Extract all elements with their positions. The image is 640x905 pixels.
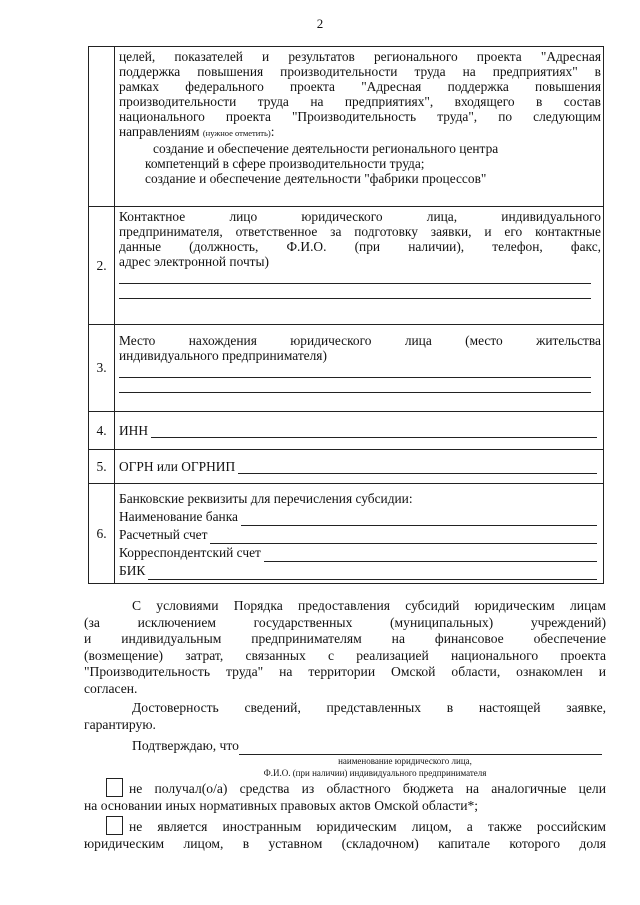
text-line: на основании иных нормативных правовых актов Омской области*;	[84, 797, 479, 813]
ogrn-label: ОГРН или ОГРНИП	[119, 459, 236, 474]
confirm-name-field[interactable]	[239, 741, 602, 755]
text-line: "Производительность труда" на территории Омской области, ознакомлен и	[84, 664, 606, 679]
text-line: индивидуального предпринимателя)	[119, 348, 327, 363]
table-row	[89, 450, 604, 484]
text-line: Достоверность сведений, представленных в настоящей заявке,	[132, 700, 606, 715]
conditions-paragraph	[84, 598, 606, 697]
text-line: и индивидуальным предпринимателям на финансовое обеспечение	[84, 631, 606, 646]
inn-field[interactable]	[151, 424, 597, 438]
text-line: национального проекта "Производительность труда", по следующим	[119, 109, 601, 124]
text-line: согласен.	[84, 680, 138, 696]
text-line: производительности труда на предприятиях", входящего в состав	[119, 94, 601, 109]
row-number: 2.	[89, 207, 115, 325]
text-line: (возмещение) затрат, связанных с реализацией национального проекта	[84, 647, 606, 663]
corr-account-label: Корреспондентский счет	[119, 545, 261, 560]
confirm-block	[84, 738, 606, 779]
checkbox-not-received[interactable]	[106, 778, 123, 797]
inn-label: ИНН	[119, 423, 149, 438]
checkbox-item-2	[84, 816, 606, 852]
table-row	[89, 325, 604, 412]
row-number: 5.	[89, 450, 115, 484]
bank-name-label: Наименование банка	[119, 509, 238, 524]
checkbox-not-foreign[interactable]	[106, 816, 123, 835]
text-line: (за исключением государственных (муниципальных) учреждений)	[84, 614, 606, 630]
text-line: гарантирую.	[84, 716, 156, 732]
text-line: предпринимателя, ответственное за подготовку заявки, и его контактные	[119, 224, 601, 239]
row-number: 4.	[89, 412, 115, 450]
text-line: Место нахождения юридического лица (место жительства	[119, 333, 601, 348]
application-form-table	[88, 46, 604, 584]
row-number	[89, 47, 115, 207]
text-line: адрес электронной почты)	[119, 254, 269, 269]
fill-line[interactable]	[119, 363, 591, 378]
fill-line[interactable]	[119, 378, 591, 393]
option-text: компетенций в сфере производительности труда;	[145, 156, 425, 171]
table-row: целей, показателей и результатов регионального проекта "Адресная поддержка повышения производительности труда на предприятиях" в рамках федерального проекта "Адресная поддержка повышения производительности труда на предприятиях", входящего в состав национального проекта "Производительность труда", по следующим направлениям (нужное отметить): создание и обеспечение деятельности регионального центра компетенций в сфере производительности труда; создание и обеспечение деятельности "фабрики процессов"	[89, 47, 604, 207]
account-label: Расчетный счет	[119, 527, 208, 542]
directions-label: направлениям	[119, 124, 200, 139]
option-text: создание и обеспечение деятельности регионального центра	[153, 141, 499, 156]
text-line: Контактное лицо юридического лица, индивидуального	[119, 209, 601, 224]
text-line: рамках федерального проекта "Адресная поддержка повышения	[119, 79, 601, 94]
fill-line[interactable]	[119, 284, 591, 299]
confirm-caption: Ф.И.О. (при наличии) индивидуального предпринимателя	[263, 767, 487, 778]
account-field[interactable]	[210, 530, 597, 544]
text-line: поддержка повышения производительности труда на предприятиях" в	[119, 64, 601, 79]
bik-field[interactable]	[148, 566, 597, 580]
bank-heading: Банковские реквизиты для перечисления субсидии:	[119, 491, 413, 506]
table-row	[89, 484, 604, 584]
confirm-label: Подтверждаю, что	[132, 738, 239, 753]
text-line: данные (должность, Ф.И.О. (при наличии), телефон, факс,	[119, 239, 601, 254]
fill-line[interactable]	[119, 269, 591, 284]
table-row	[89, 207, 604, 325]
text-line: С условиями Порядка предоставления субсидий юридическим лицам	[132, 598, 606, 613]
bank-name-field[interactable]	[241, 512, 597, 526]
text-line: юридическим лицом, в уставном (складочном) капитале которого доля	[84, 835, 606, 851]
reliability-paragraph	[84, 700, 606, 733]
text-line: целей, показателей и результатов регионального проекта "Адресная	[119, 49, 601, 64]
option-text: создание и обеспечение деятельности "фабрики процессов"	[145, 171, 487, 186]
confirm-caption: наименование юридического лица,	[338, 755, 472, 766]
bik-label: БИК	[119, 563, 146, 578]
table-row	[89, 412, 604, 450]
row-number: 3.	[89, 325, 115, 412]
text-line: не является иностранным юридическим лицом, а также российским	[129, 819, 606, 834]
directions-note: (нужное отметить)	[202, 128, 271, 138]
ogrn-field[interactable]	[238, 460, 597, 474]
corr-account-field[interactable]	[264, 548, 597, 562]
checkbox-item-1	[84, 778, 606, 814]
row-number: 6.	[89, 484, 115, 584]
text-line: не получал(о/а) средства из областного бюджета на аналогичные цели	[129, 781, 606, 796]
page-number: 2	[316, 16, 324, 31]
